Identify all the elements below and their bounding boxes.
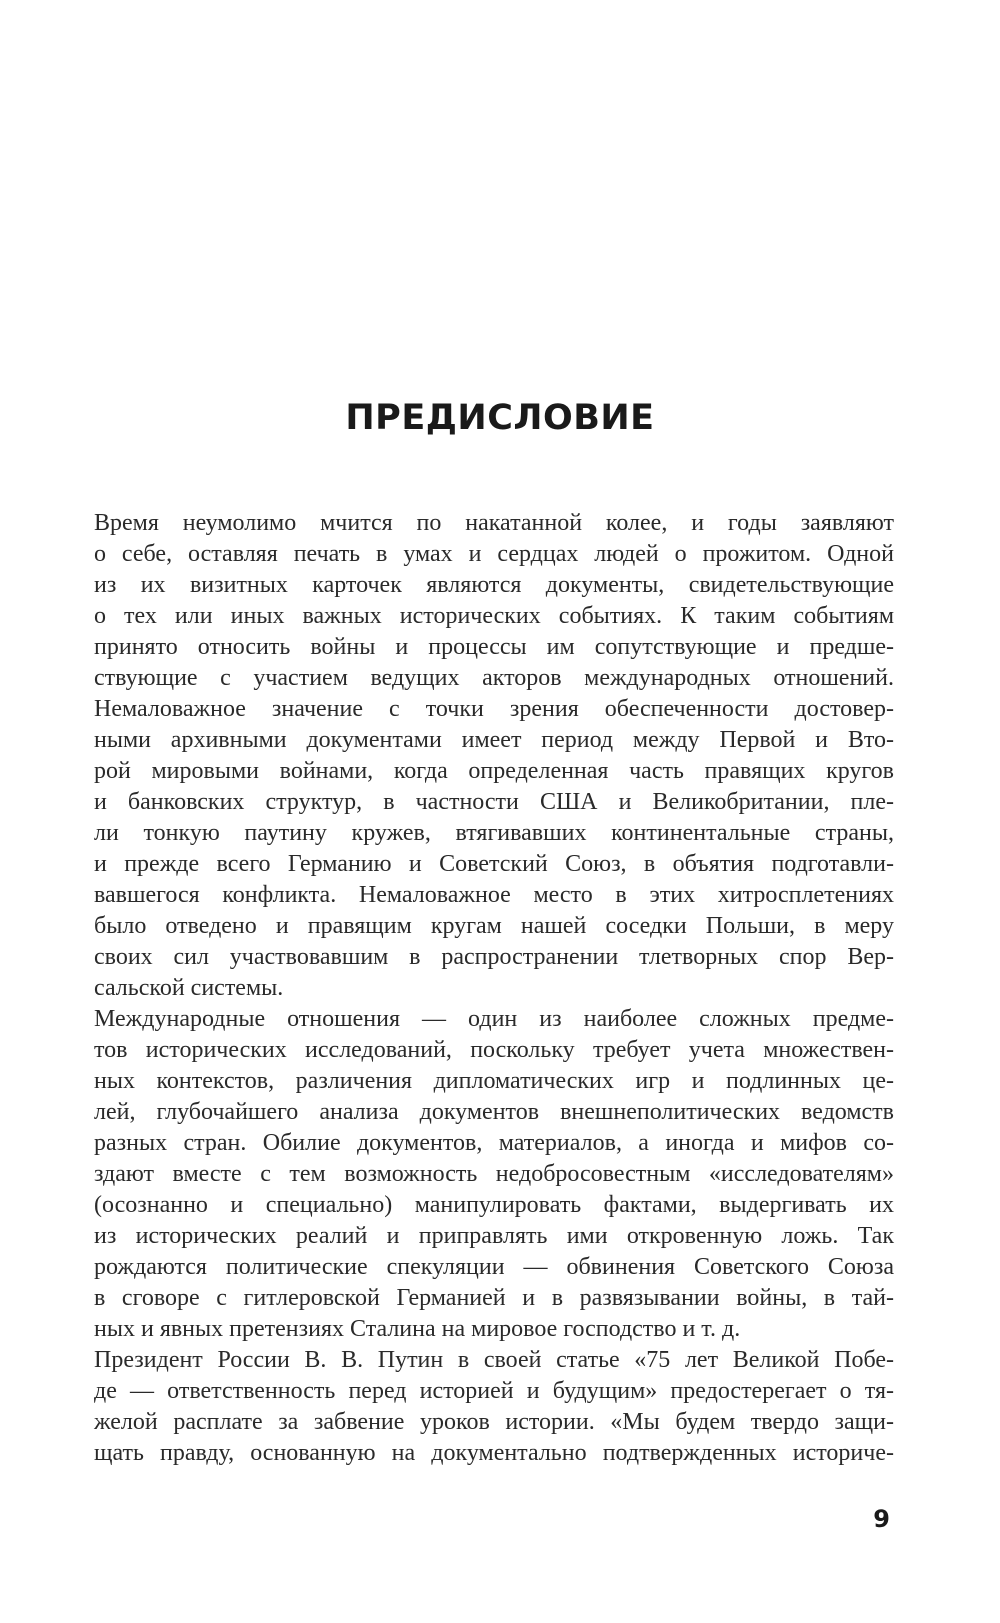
page-title: ПРЕДИСЛОВИЕ (345, 398, 655, 438)
text-line: ными архивными документами имеет период между Первой и Вто- (94, 727, 894, 753)
text-line: своих сил участвовавшим в распространении тлетворных спор Вер- (94, 944, 894, 970)
text-line: разных стран. Обилие документов, материалов, а иногда и мифов со- (94, 1130, 894, 1156)
text-line: о себе, оставляя печать в умах и сердцах людей о прожитом. Одной (94, 541, 894, 567)
text-line: и банковских структур, в частности США и Великобритании, пле- (94, 789, 894, 815)
text-line: ли тонкую паутину кружев, втягивавших континентальные страны, (94, 820, 894, 846)
text-line: принято относить войны и процессы им сопутствующие и предше- (94, 634, 894, 660)
text-line: Президент России В. В. Путин в своей статье «75 лет Великой Побе- (94, 1347, 894, 1373)
page-number: 9 (873, 1505, 890, 1533)
text-line: желой расплате за забвение уроков истории. «Мы будем твердо защи- (94, 1409, 894, 1435)
text-line: (осознанно и специально) манипулировать фактами, выдергивать их (94, 1192, 894, 1218)
text-line: вавшегося конфликта. Немаловажное место в этих хитросплетениях (94, 882, 894, 908)
text-line: рой мировыми войнами, когда определенная часть правящих кругов (94, 758, 894, 784)
text-line: рождаются политические спекуляции — обвинения Советского Союза (94, 1254, 894, 1280)
text-line: в сговоре с гитлеровской Германией и в развязывании войны, в тай- (94, 1285, 894, 1311)
text-line: было отведено и правящим кругам нашей соседки Польши, в меру (94, 913, 894, 939)
text-line: лей, глубочайшего анализа документов внешнеполитических ведомств (94, 1099, 894, 1125)
body-text (62, 508, 894, 1469)
text-line: Время неумолимо мчится по накатанной колее, и годы заявляют (94, 510, 894, 536)
text-line: и прежде всего Германию и Советский Союз, в объятия подготавли- (94, 851, 894, 877)
paragraph (62, 1345, 894, 1469)
text-line: Международные отношения — один из наиболее сложных предме- (94, 1006, 894, 1032)
text-line: сальской системы. (94, 975, 284, 1001)
text-line: здают вместе с тем возможность недобросовестным «исследователям» (94, 1161, 894, 1187)
text-line: Немаловажное значение с точки зрения обеспеченности достовер- (94, 696, 894, 722)
paragraph (62, 508, 894, 1004)
text-line: из их визитных карточек являются документы, свидетельствующие (94, 572, 894, 598)
text-line: щать правду, основанную на документально подтвержденных историче- (94, 1440, 894, 1466)
text-line: де — ответственность перед историей и будущим» предостерегает о тя- (94, 1378, 894, 1404)
text-line: из исторических реалий и приправлять ими откровенную ложь. Так (94, 1223, 894, 1249)
text-line: тов исторических исследований, поскольку требует учета множествен- (94, 1037, 894, 1063)
text-line: ных контекстов, различения дипломатических игр и подлинных це- (94, 1068, 894, 1094)
text-line: ствующие с участием ведущих акторов международных отношений. (94, 665, 894, 691)
text-line: о тех или иных важных исторических событиях. К таким событиям (94, 603, 894, 629)
paragraph (62, 1004, 894, 1345)
text-line: ных и явных претензиях Сталина на мировое господство и т. д. (94, 1316, 741, 1342)
